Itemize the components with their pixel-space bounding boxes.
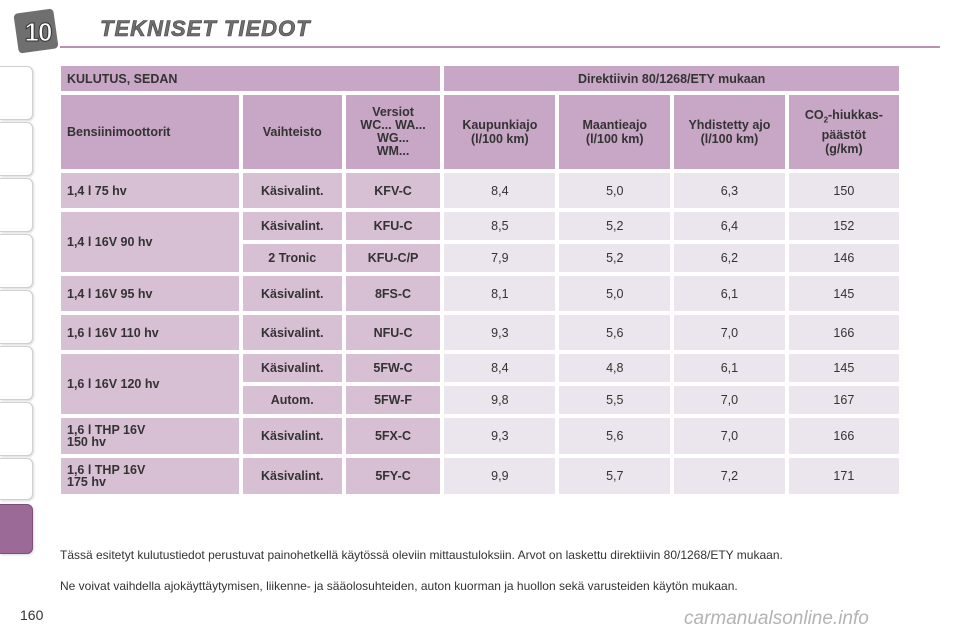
gearbox-cell: Käsivalint.	[243, 354, 342, 382]
urban-cell: 8,4	[444, 173, 555, 208]
column-header-versions: Versiot WC... WA... WG... WM...	[346, 95, 440, 169]
urban-cell: 8,1	[444, 276, 555, 311]
gearbox-cell: Käsivalint.	[243, 458, 342, 494]
engine-cell: 1,6 l THP 16V 150 hv	[61, 418, 239, 454]
combined-cell: 7,0	[674, 418, 785, 454]
version-cell: KFU-C/P	[346, 244, 440, 272]
co2-cell: 145	[789, 354, 899, 382]
urban-cell: 9,3	[444, 315, 555, 350]
urban-cell: 9,8	[444, 386, 555, 414]
co2-cell: 171	[789, 458, 899, 494]
chapter-tab[interactable]	[0, 178, 33, 232]
table-header-right: Direktiivin 80/1268/ETY mukaan	[444, 66, 899, 91]
column-header-extra-urban: Maantieajo (l/100 km)	[559, 95, 670, 169]
urban-cell: 9,3	[444, 418, 555, 454]
watermark: carmanualsonline.info	[684, 608, 869, 629]
engine-cell: 1,4 l 16V 95 hv	[61, 276, 239, 311]
column-header-engine: Bensiinimoottorit	[61, 95, 239, 169]
version-cell: NFU-C	[346, 315, 440, 350]
combined-cell: 7,2	[674, 458, 785, 494]
co2-cell: 146	[789, 244, 899, 272]
note-paragraph: Tässä esitetyt kulutustiedot perustuvat painohetkellä käytössä oleviin mittaustuloksiin. Arvot on laskettu direktiivin 80/1268/ETY mukaan.	[60, 548, 783, 562]
version-cell: KFU-C	[346, 212, 440, 240]
column-header-gearbox: Vaihteisto	[243, 95, 342, 169]
chapter-tab[interactable]	[0, 346, 33, 400]
column-header-urban: Kaupunkiajo (l/100 km)	[444, 95, 555, 169]
consumption-table	[57, 62, 903, 498]
extra-urban-cell: 5,2	[559, 212, 670, 240]
version-cell: KFV-C	[346, 173, 440, 208]
urban-cell: 7,9	[444, 244, 555, 272]
gearbox-cell: Autom.	[243, 386, 342, 414]
combined-cell: 7,0	[674, 386, 785, 414]
co2-cell: 166	[789, 418, 899, 454]
combined-cell: 6,3	[674, 173, 785, 208]
engine-cell: 1,4 l 16V 90 hv	[61, 212, 239, 272]
combined-cell: 6,1	[674, 354, 785, 382]
combined-cell: 7,0	[674, 315, 785, 350]
chapter-tab-strip	[0, 58, 36, 558]
table-row	[61, 354, 899, 382]
co2-cell: 167	[789, 386, 899, 414]
chapter-tab[interactable]	[0, 234, 33, 288]
gearbox-cell: Käsivalint.	[243, 276, 342, 311]
column-header-combined: Yhdistetty ajo (l/100 km)	[674, 95, 785, 169]
gearbox-cell: Käsivalint.	[243, 418, 342, 454]
urban-cell: 8,4	[444, 354, 555, 382]
page-title: TEKNISET TIEDOT	[100, 16, 311, 41]
co2-cell: 166	[789, 315, 899, 350]
table-header-left: KULUTUS, SEDAN	[61, 66, 440, 91]
table-row	[61, 315, 899, 350]
extra-urban-cell: 5,2	[559, 244, 670, 272]
gearbox-cell: Käsivalint.	[243, 212, 342, 240]
urban-cell: 8,5	[444, 212, 555, 240]
gearbox-cell: Käsivalint.	[243, 173, 342, 208]
chapter-tab-active[interactable]	[0, 504, 33, 554]
combined-cell: 6,2	[674, 244, 785, 272]
version-cell: 5FX-C	[346, 418, 440, 454]
combined-cell: 6,4	[674, 212, 785, 240]
gearbox-cell: Käsivalint.	[243, 315, 342, 350]
extra-urban-cell: 5,5	[559, 386, 670, 414]
engine-cell: 1,4 l 75 hv	[61, 173, 239, 208]
version-cell: 5FW-F	[346, 386, 440, 414]
chapter-tab[interactable]	[0, 122, 33, 176]
chapter-tab[interactable]	[0, 66, 33, 120]
version-cell: 5FY-C	[346, 458, 440, 494]
extra-urban-cell: 5,0	[559, 173, 670, 208]
extra-urban-cell: 5,6	[559, 418, 670, 454]
extra-urban-cell: 5,6	[559, 315, 670, 350]
chapter-number: 10	[24, 17, 52, 47]
table-row	[61, 212, 899, 240]
engine-cell: 1,6 l 16V 110 hv	[61, 315, 239, 350]
extra-urban-cell: 4,8	[559, 354, 670, 382]
urban-cell: 9,9	[444, 458, 555, 494]
extra-urban-cell: 5,7	[559, 458, 670, 494]
engine-cell: 1,6 l 16V 120 hv	[61, 354, 239, 414]
co2-cell: 150	[789, 173, 899, 208]
page-number: 160	[20, 607, 44, 623]
table-row	[61, 418, 899, 454]
version-cell: 8FS-C	[346, 276, 440, 311]
table-row	[61, 173, 899, 208]
gearbox-cell: 2 Tronic	[243, 244, 342, 272]
extra-urban-cell: 5,0	[559, 276, 670, 311]
chapter-tab[interactable]	[0, 458, 33, 500]
version-cell: 5FW-C	[346, 354, 440, 382]
chapter-tab[interactable]	[0, 402, 33, 456]
chapter-tab[interactable]	[0, 290, 33, 344]
combined-cell: 6,1	[674, 276, 785, 311]
column-header-co2: $CO_2-hiukkas-$ päästöt (g/km)	[789, 95, 899, 169]
engine-cell: 1,6 l THP 16V 175 hv	[61, 458, 239, 494]
table-row	[61, 276, 899, 311]
co2-cell: 145	[789, 276, 899, 311]
table-row	[61, 458, 899, 494]
co2-cell: 152	[789, 212, 899, 240]
note-paragraph: Ne voivat vaihdella ajokäyttäytymisen, liikenne- ja sääolosuhteiden, auton kuorman ja huollon sekä varusteiden käytön mukaan.	[60, 579, 738, 593]
